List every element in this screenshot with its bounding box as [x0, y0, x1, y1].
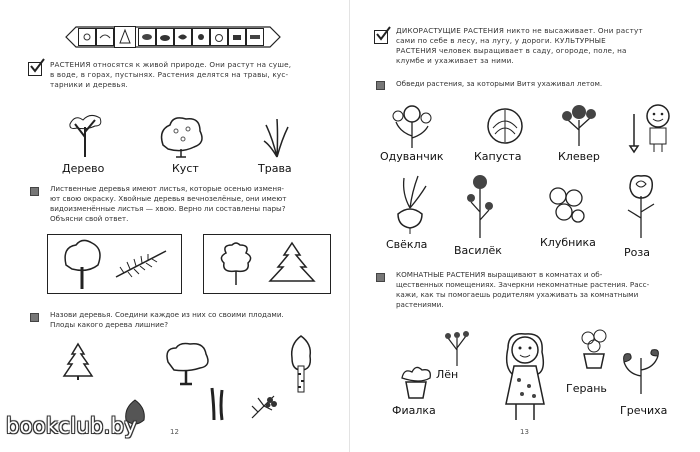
- nav-icon-tree-active: [114, 26, 136, 48]
- dandelion-icon: [390, 102, 434, 148]
- nav-icon-sun: [78, 28, 96, 46]
- birch-catkins-icon: [208, 386, 234, 422]
- nav-icon-cat: [210, 28, 228, 46]
- question-line: КОМНАТНЫЕ РАСТЕНИЯ выращивают в комнатах и об-: [396, 270, 603, 279]
- nav-icon-fish: [174, 28, 192, 46]
- plant-label-dandelion: Одуванчик: [380, 150, 444, 163]
- page-number: 13: [520, 428, 529, 436]
- right-page: [350, 0, 700, 452]
- intro-line: сами по себе в лесу, на лугу, у дороги. КУЛЬТУРНЫЕ: [396, 36, 606, 45]
- plant-label-bush: Куст: [172, 162, 199, 175]
- task-marker-icon: [376, 81, 385, 90]
- plant-label-clover: Клевер: [558, 150, 600, 163]
- right-question-houseplants: [396, 270, 690, 310]
- deciduous-tree-icon: [164, 342, 212, 384]
- nav-icon-animal: [156, 28, 174, 46]
- nav-icon-bug: [192, 28, 210, 46]
- left-question-trees: [50, 310, 340, 330]
- grass-icon: [262, 117, 292, 157]
- question-line: кажи, как ты помогаешь родителям ухаживать за комнатными: [396, 290, 639, 299]
- question-line: щественных помещениях. Зачеркни некомнатные растения. Расс-: [396, 280, 650, 289]
- intro-line: клумбе и ухаживает за ними.: [396, 56, 514, 65]
- flax-icon: [444, 330, 470, 366]
- plant-label-beetroot: Свёкла: [386, 238, 428, 251]
- fir-tree-icon: [264, 241, 320, 287]
- question-line: растениями.: [396, 300, 444, 309]
- pine-branch-icon: [114, 249, 169, 279]
- question-line: видоизменённые листья — хвою. Верно ли составлены пары?: [50, 204, 286, 213]
- task-marker-icon: [376, 273, 385, 282]
- checkmark-icon: [374, 30, 388, 44]
- rowan-berries-icon: [248, 392, 280, 422]
- question-line: ют свою окраску. Хвойные деревья вечнозелёные, они имеют: [50, 194, 287, 203]
- bush-icon: [158, 115, 204, 157]
- boy-with-shovel-icon: [628, 102, 676, 152]
- task-marker-icon: [30, 187, 39, 196]
- plant-label-strawberry: Клубника: [540, 236, 596, 249]
- watermark-text: bookclub.by: [6, 414, 137, 438]
- plant-label-grass: Трава: [258, 162, 292, 175]
- pair-box-2: [203, 234, 331, 294]
- strawberry-icon: [546, 184, 586, 228]
- page-number: 12: [170, 428, 179, 436]
- nav-icon-leaf: [138, 28, 156, 46]
- plant-label-geranium: Герань: [566, 382, 607, 395]
- question-line: Назови деревья. Соедини каждое из них со своими плодами.: [50, 310, 284, 319]
- topic-navigation-strip: [66, 26, 280, 48]
- buckwheat-icon: [620, 346, 662, 394]
- nav-icon-car: [246, 28, 264, 46]
- intro-line: РАСТЕНИЯ человек выращивает в саду, огороде, поле, на: [396, 46, 627, 55]
- clover-icon: [558, 100, 600, 146]
- nav-icon-bird: [96, 28, 114, 46]
- cornflower-icon: [463, 172, 497, 238]
- left-question-pairs: [50, 184, 340, 224]
- rose-icon: [622, 172, 660, 238]
- birch-tree-icon: [286, 334, 316, 394]
- task-marker-icon: [30, 313, 39, 322]
- right-intro-text: [396, 26, 686, 66]
- tree-icon: [62, 239, 102, 289]
- pair-box-1: [47, 234, 182, 294]
- nav-icon-dog: [228, 28, 246, 46]
- question-line: Объясни свой ответ.: [50, 214, 129, 223]
- question-line: Плоды какого дерева лишние?: [50, 320, 169, 329]
- girl-with-watering-icon: [494, 330, 556, 420]
- intro-line: в воде, в горах, пустынях. Растения делятся на травы, кус-: [50, 70, 289, 79]
- intro-line: тарники и деревья.: [50, 80, 128, 89]
- plant-label-buckwheat: Гречиха: [620, 404, 668, 417]
- right-question-circle: Обведи растения, за которыми Витя ухаживал летом.: [396, 79, 603, 88]
- tree-icon: [65, 112, 105, 157]
- left-intro-text: [50, 60, 340, 90]
- checkmark-icon: [28, 62, 42, 76]
- cabbage-icon: [485, 106, 525, 146]
- violet-pot-icon: [398, 364, 434, 400]
- plant-label-rose: Роза: [624, 246, 650, 259]
- potted-plant-icon: [576, 328, 612, 368]
- plant-label-cornflower: Василёк: [454, 244, 502, 257]
- question-line: Лиственные деревья имеют листья, которые осенью изменя-: [50, 184, 284, 193]
- oak-leaf-icon: [216, 241, 256, 287]
- beetroot-icon: [390, 174, 430, 234]
- plant-label-cabbage: Капуста: [474, 150, 522, 163]
- plant-label-flax: Лён: [436, 368, 459, 381]
- plant-label-tree: Дерево: [62, 162, 105, 175]
- intro-line: ДИКОРАСТУЩИЕ РАСТЕНИЯ никто не высаживает. Они растут: [396, 26, 643, 35]
- plant-label-violet: Фиалка: [392, 404, 436, 417]
- intro-line: РАСТЕНИЯ относятся к живой природе. Они растут на суше,: [50, 60, 292, 69]
- fir-tree-icon: [63, 344, 93, 380]
